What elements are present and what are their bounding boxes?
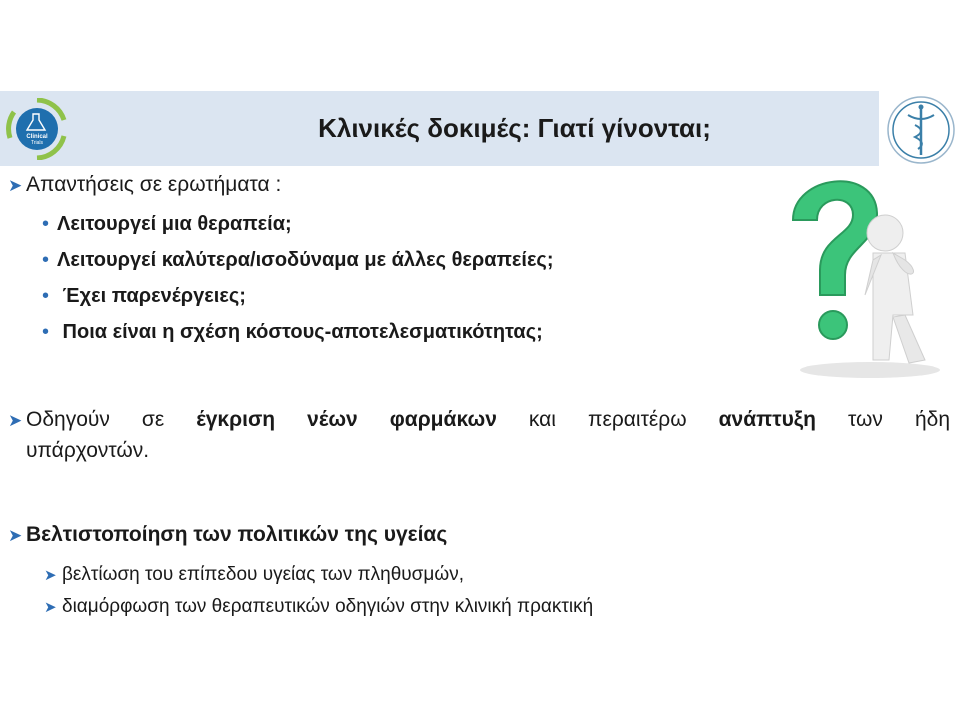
logo-text-clinical: Clinical — [26, 134, 48, 140]
paragraph-bold-approval: έγκριση νέων φαρμάκων — [196, 408, 497, 431]
list-item — [44, 564, 464, 586]
sub-item-text-2: διαμόρφωση των θεραπευτικών οδηγιών στην κλινική πρακτική — [62, 596, 594, 617]
paragraph-line-1 — [8, 405, 950, 436]
paragraph-text: των ήδη — [816, 408, 950, 431]
paragraph-bold-development: ανάπτυξη — [718, 408, 816, 431]
arrow-bullet-icon: ➤ — [8, 411, 23, 430]
list-item — [42, 213, 292, 236]
bullet-text-2: Λειτουργεί καλύτερα/ισοδύναμα με άλλες θεραπείες; — [57, 249, 554, 271]
bullet-text-3: Έχει παρενέργειες; — [57, 285, 246, 307]
dot-bullet-icon: • — [42, 249, 50, 271]
section-policy-heading — [8, 523, 447, 547]
dot-bullet-icon: • — [42, 213, 50, 235]
list-item — [42, 285, 246, 308]
list-item — [42, 249, 554, 272]
drug-approval-paragraph — [8, 405, 950, 466]
policy-heading-text: Βελτιστοποίηση των πολιτικών της υγείας — [26, 523, 448, 546]
bullet-text-4: Ποια είναι η σχέση κόστους-αποτελεσματικότητας; — [57, 321, 543, 343]
section-answers-heading — [8, 173, 281, 197]
dot-bullet-icon: • — [42, 285, 50, 307]
logo-text-trials: Trials — [30, 140, 44, 146]
answers-heading-text: Απαντήσεις σε ερωτήματα : — [26, 173, 282, 196]
paragraph-line-2: υπάρχοντών. — [26, 439, 150, 462]
medical-caduceus-logo — [882, 93, 960, 167]
paragraph-text: και περαιτέρω — [496, 408, 719, 431]
clinical-trials-logo — [6, 98, 68, 160]
arrow-bullet-icon: ➤ — [8, 526, 23, 545]
arrow-bullet-icon: ➤ — [44, 567, 57, 584]
list-item — [44, 596, 593, 618]
arrow-bullet-icon: ➤ — [44, 599, 57, 616]
arrow-bullet-icon: ➤ — [8, 176, 23, 195]
list-item — [42, 321, 543, 344]
bullet-text-1: Λειτουργεί μια θεραπεία; — [57, 213, 292, 235]
slide-title: Κλινικές δοκιμές: Γιατί γίνονται; — [318, 113, 711, 143]
dot-bullet-icon: • — [42, 321, 50, 343]
question-mark-figure-icon — [765, 165, 960, 385]
paragraph-text: Οδηγούν σε — [26, 408, 197, 431]
sub-item-text-1: βελτίωση του επίπεδου υγείας των πληθυσμών, — [62, 564, 464, 585]
